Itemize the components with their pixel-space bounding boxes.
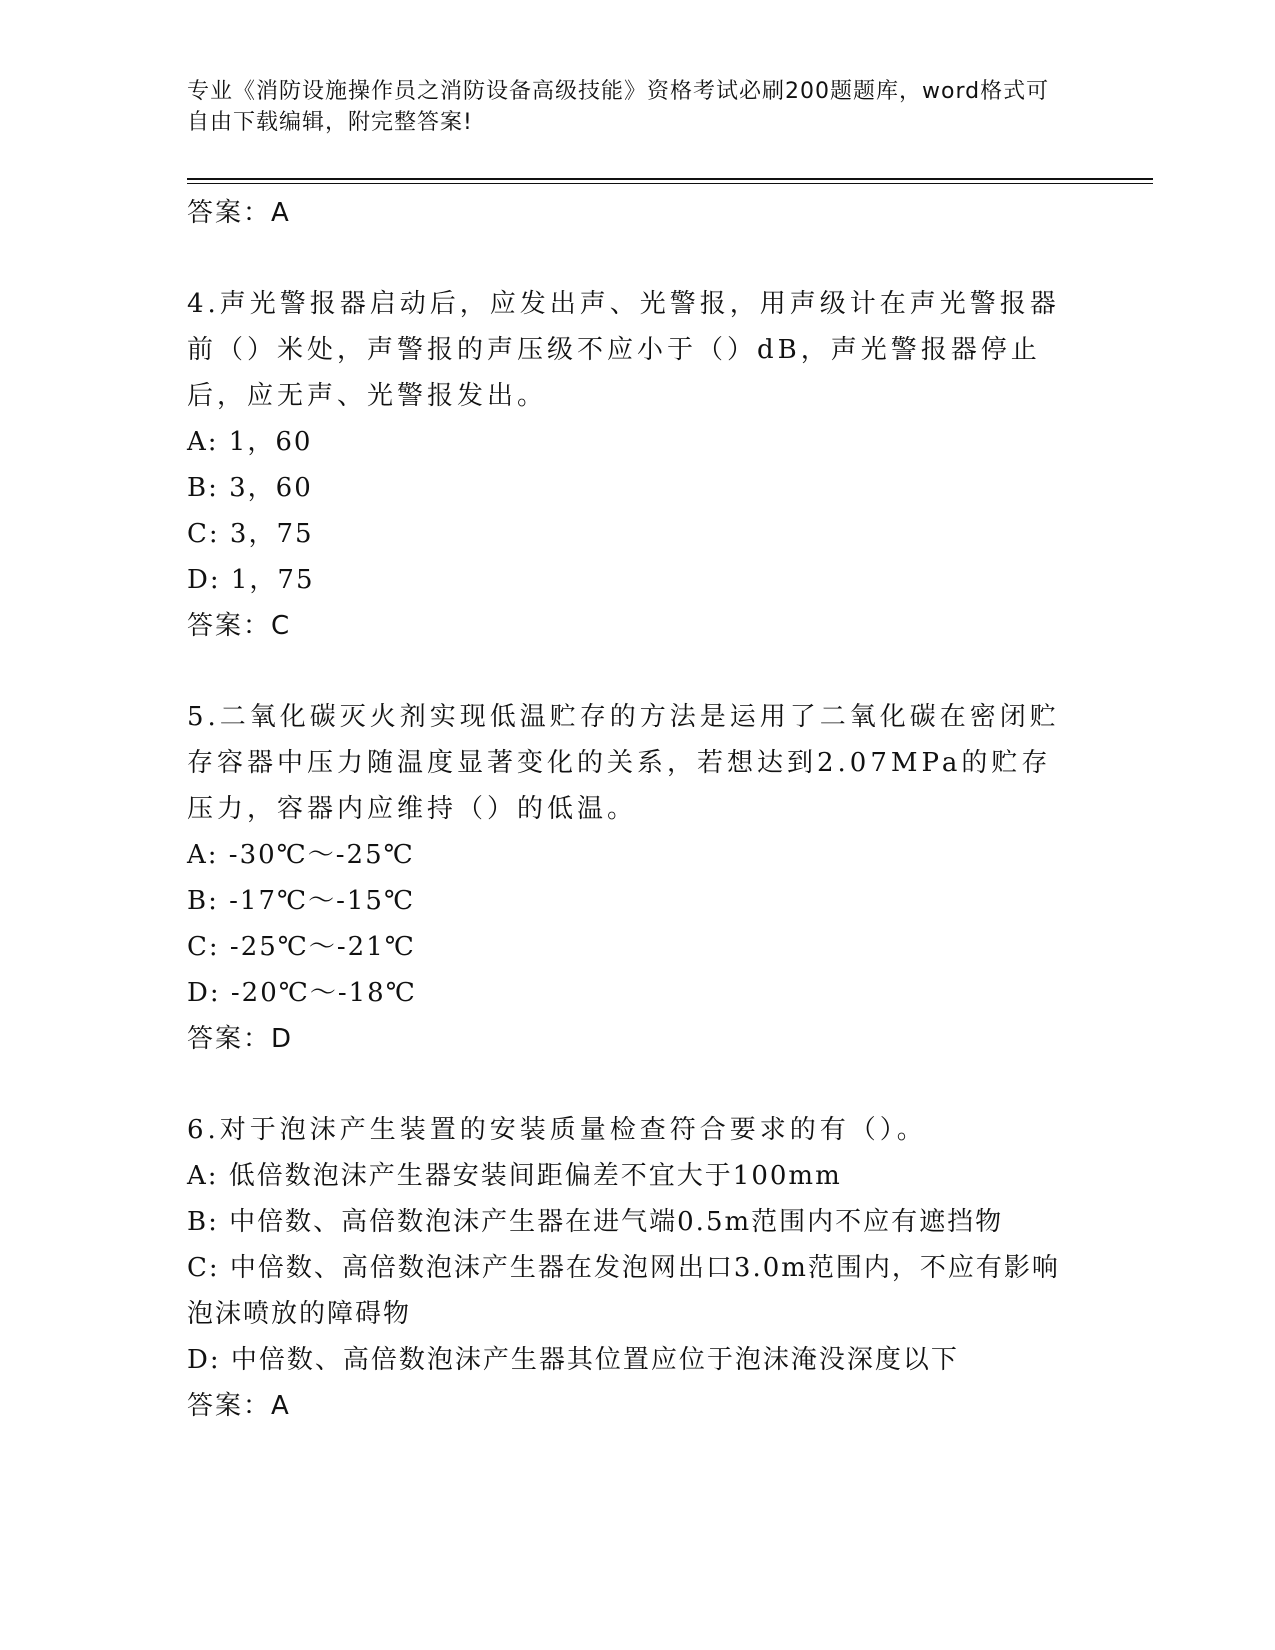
document-header: 专业《消防设施操作员之消防设备高级技能》资格考试必刷200题题库，word格式可自由下载编辑，附完整答案! [187,79,1050,135]
answer-line: 答案：A [187,198,291,228]
option-b: B: 中倍数、高倍数泡沫产生器在进气端0.5m范围内不应有遮挡物 [187,1207,1004,1237]
header-rule-thin [187,183,1153,184]
answer-line: 答案：A [187,1391,291,1421]
header-rule-thick [187,178,1153,180]
question-block [187,281,1067,649]
answer-line: 答案：C [187,611,292,641]
option-c: C: 3，75 [187,519,314,549]
question-stem: 6.对于泡沫产生装置的安装质量检查符合要求的有（）。 [187,1115,927,1145]
option-a: A: 1，60 [187,427,313,457]
option-a: A: 低倍数泡沫产生器安装间距偏差不宜大于100mm [187,1161,842,1191]
question-block [187,694,1067,1062]
option-d: D: -20℃～-18℃ [187,978,417,1008]
option-c: C: -25℃～-21℃ [187,932,416,962]
question-stem: 4.声光警报器启动后，应发出声、光警报，用声级计在声光警报器前（）米处，声警报的声压级不应小于（）dB，声光警报器停止后，应无声、光警报发出。 [187,289,1060,411]
question-block [187,1107,1067,1429]
option-d: D: 1，75 [187,565,315,595]
option-c: C: 中倍数、高倍数泡沫产生器在发泡网出口3.0m范围内，不应有影响泡沫喷放的障碍物 [187,1253,1060,1329]
option-b: B: 3，60 [187,473,313,503]
question-list [187,190,1067,1429]
option-b: B: -17℃～-15℃ [187,886,416,916]
option-a: A: -30℃～-25℃ [187,840,415,870]
question-stem: 5.二氧化碳灭火剂实现低温贮存的方法是运用了二氧化碳在密闭贮存容器中压力随温度显著变化的关系，若想达到2.07MPa的贮存压力，容器内应维持（）的低温。 [187,702,1060,824]
option-d: D: 中倍数、高倍数泡沫产生器其位置应位于泡沫淹没深度以下 [187,1345,959,1375]
answer-line: 答案：D [187,1024,294,1054]
